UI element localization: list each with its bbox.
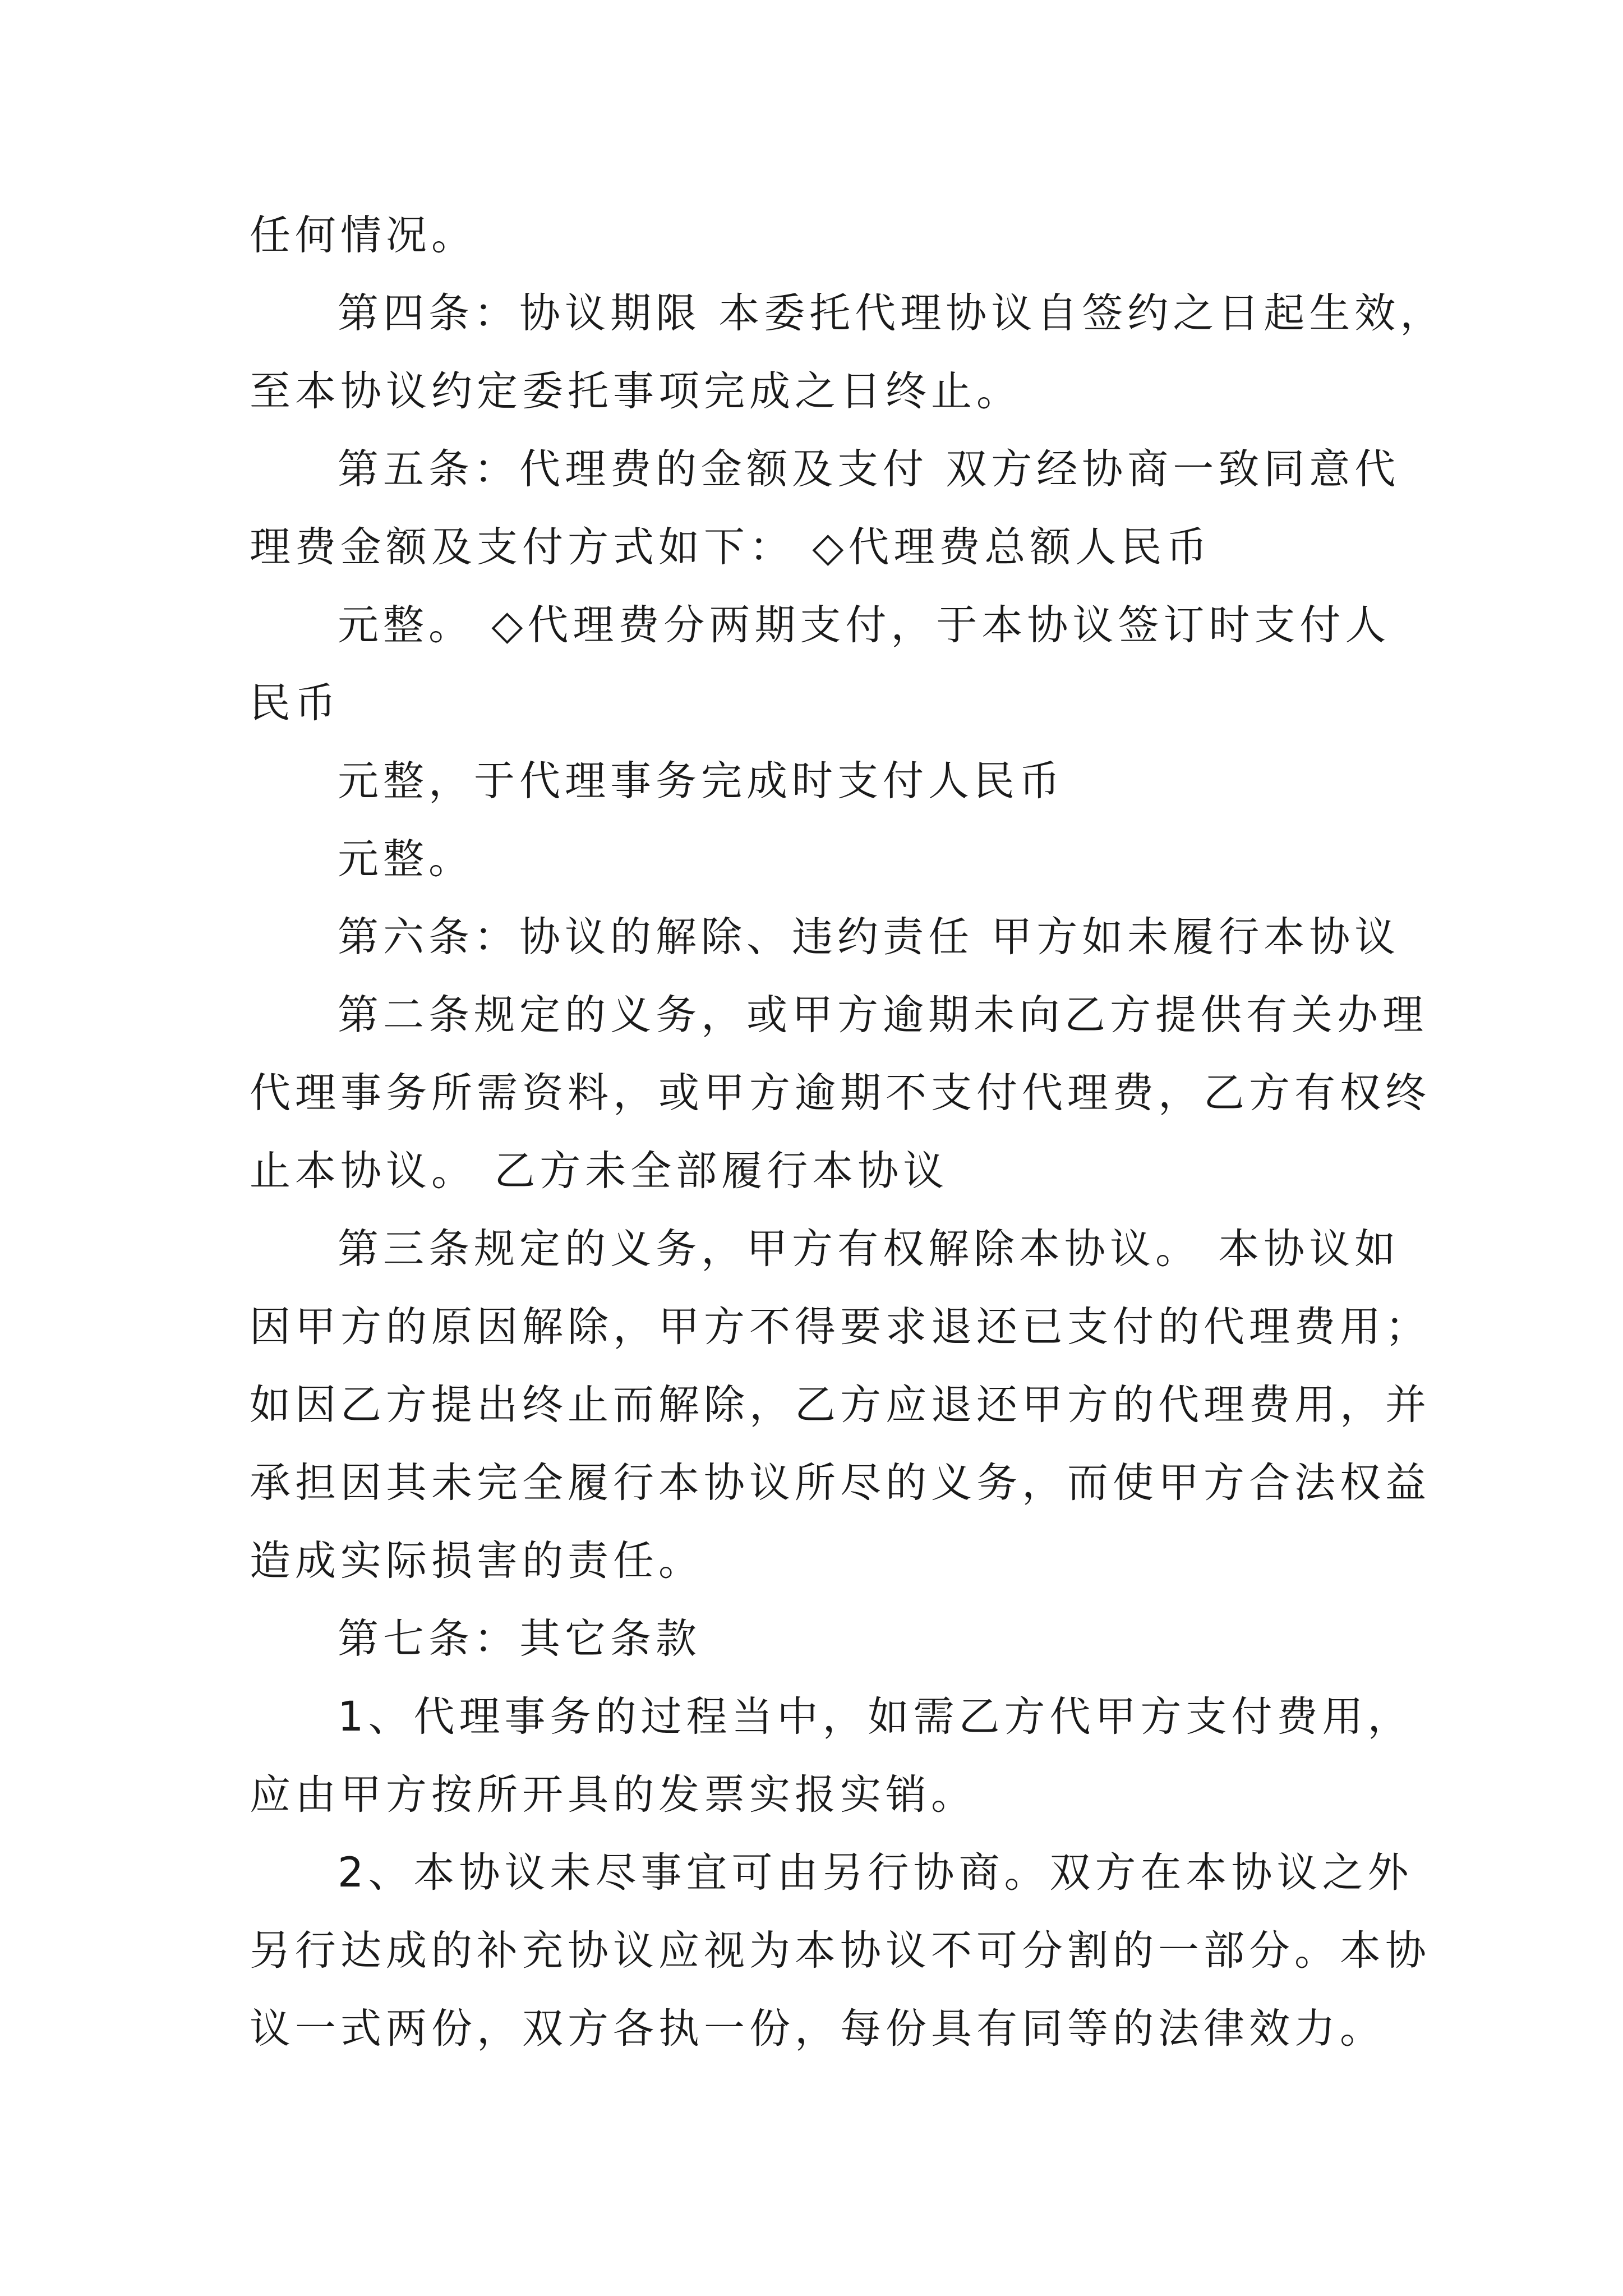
body-line: 理费金额及支付方式如下： ◇代理费总额人民币 [250,523,1212,571]
body-line: 第四条：协议期限 本委托代理协议自签约之日起生效， [338,289,1446,337]
body-line: 民币 [250,679,340,727]
body-line: 代理事务所需资料，或甲方逾期不支付代理费，乙方有权终 [250,1069,1431,1117]
body-line: 元整。 ◇代理费分两期支付，于本协议签订时支付人 [338,601,1391,649]
body-line: 因甲方的原因解除，甲方不得要求退还已支付的代理费用； [250,1303,1431,1351]
body-line: 如因乙方提出终止而解除，乙方应退还甲方的代理费用，并 [250,1381,1431,1429]
body-line: 另行达成的补充协议应视为本协议不可分割的一部分。本协 [250,1927,1431,1975]
body-line: 止本协议。 乙方未全部履行本协议 [250,1147,949,1195]
body-line: 第六条：协议的解除、违约责任 甲方如未履行本协议 [338,913,1400,961]
document-body [250,196,1446,2068]
body-line: 第二条规定的义务，或甲方逾期未向乙方提供有关办理 [338,991,1428,1039]
body-line: 议一式两份，双方各执一份，每份具有同等的法律效力。 [250,2005,1385,2053]
body-line: 元整。 [338,835,474,883]
body-line: 1、代理事务的过程当中，如需乙方代甲方支付费用， [338,1693,1413,1741]
body-line: 应由甲方按所开具的发票实报实销。 [250,1771,976,1819]
body-line: 第五条：代理费的金额及支付 双方经协商一致同意代 [338,445,1400,493]
body-line: 至本协议约定委托事项完成之日终止。 [250,367,1022,415]
body-line: 任何情况。 [250,211,477,259]
body-line: 2、本协议未尽事宜可由另行协商。双方在本协议之外 [338,1849,1413,1897]
body-line: 元整，于代理事务完成时支付人民币 [338,757,1064,805]
body-line: 承担因其未完全履行本协议所尽的义务，而使甲方合法权益 [250,1459,1431,1507]
body-line: 造成实际损害的责任。 [250,1537,704,1585]
body-line: 第三条规定的义务，甲方有权解除本协议。 本协议如 [338,1225,1400,1273]
body-line: 第七条：其它条款 [338,1615,701,1663]
